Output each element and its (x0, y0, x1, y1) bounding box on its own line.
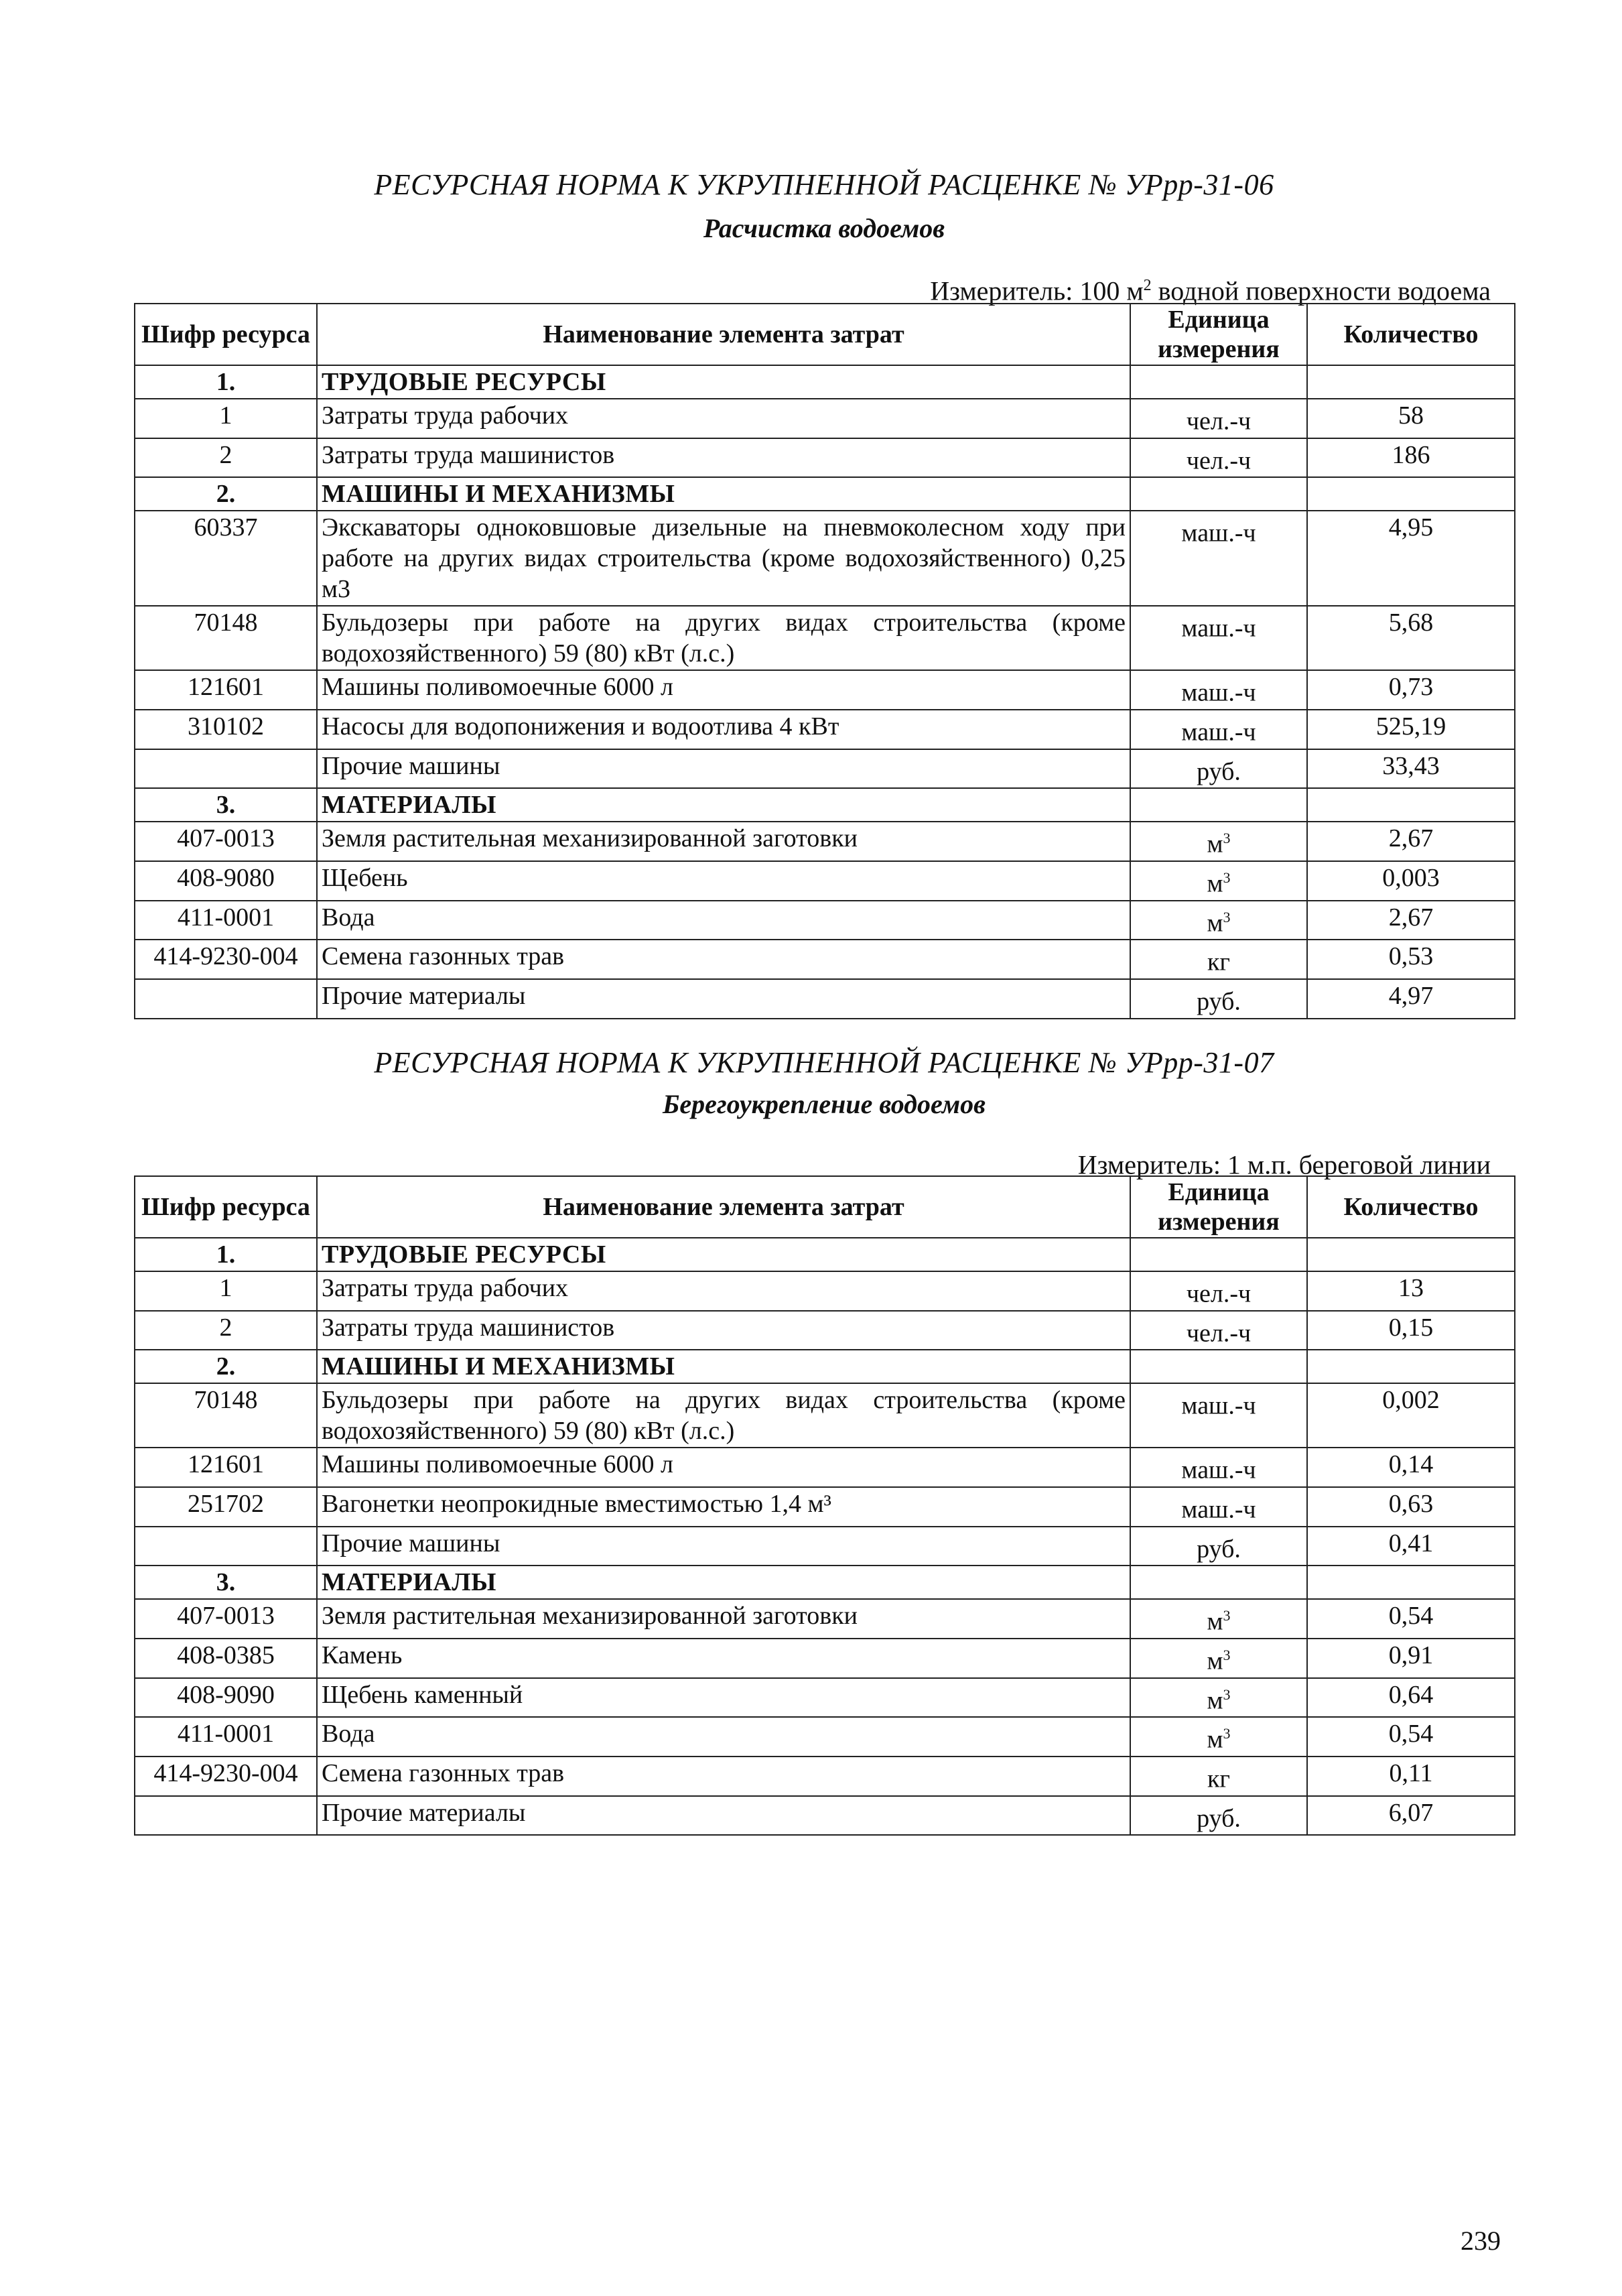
unit-superscript: 3 (1223, 1685, 1231, 1703)
cell-unit-text: маш.-ч (1181, 678, 1256, 707)
cell-unit (1130, 710, 1307, 749)
cell-qty-text: 0,41 (1388, 1529, 1434, 1557)
cell-unit (1130, 477, 1307, 511)
cell-qty (1307, 979, 1515, 1019)
cell-code-text: 408-9090 (177, 1680, 275, 1709)
cell-unit (1130, 1796, 1307, 1836)
cell-name-text: ТРУДОВЫЕ РЕСУРСЫ (322, 368, 606, 396)
cell-name-text: Щебень каменный (322, 1680, 523, 1709)
cell-name-text: МАШИНЫ И МЕХАНИЗМЫ (322, 1352, 675, 1381)
cell-code (135, 1271, 317, 1311)
cell-name (317, 1599, 1130, 1639)
cell-code (135, 1383, 317, 1448)
cell-name-text: МАТЕРИАЛЫ (322, 791, 496, 820)
table-row (135, 438, 1515, 478)
cell-qty (1307, 477, 1515, 511)
cell-unit (1130, 749, 1307, 789)
section-row (135, 1238, 1515, 1271)
cell-qty-text: 2,67 (1388, 824, 1434, 853)
cell-qty (1307, 1678, 1515, 1718)
cell-unit-text: руб. (1197, 987, 1241, 1016)
cell-unit-text: маш.-ч (1181, 1456, 1256, 1484)
cell-unit-text: чел.-ч (1186, 1279, 1252, 1308)
cell-name (317, 365, 1130, 399)
table-row (135, 1487, 1515, 1527)
cell-unit (1130, 365, 1307, 399)
cell-code (135, 670, 317, 710)
cell-name (317, 1311, 1130, 1350)
unit-superscript: 3 (1223, 908, 1231, 926)
cell-name-text: Прочие материалы (322, 981, 526, 1010)
cell-name (317, 1238, 1130, 1271)
cell-code-text: 408-9080 (177, 863, 275, 892)
cell-name (317, 901, 1130, 940)
cell-name (317, 477, 1130, 511)
cell-name (317, 1487, 1130, 1527)
cell-name-text: Прочие машины (322, 751, 500, 780)
norm-1-table (134, 303, 1515, 1019)
cell-code (135, 399, 317, 438)
cell-unit (1130, 1639, 1307, 1678)
cell-unit (1130, 1238, 1307, 1271)
cell-unit (1130, 399, 1307, 438)
cell-unit-text: маш.-ч (1181, 1495, 1256, 1524)
cell-unit-text: кг (1207, 1765, 1231, 1793)
table-header-row (135, 1176, 1515, 1238)
norm-2-table (134, 1175, 1515, 1836)
cell-code-text: 70148 (194, 1386, 258, 1415)
cell-code-text: 251702 (188, 1489, 264, 1518)
cell-code (135, 438, 317, 478)
table-row (135, 606, 1515, 670)
cell-name-text: Камень (322, 1641, 403, 1669)
cell-code-text: 2 (219, 440, 232, 469)
cell-code-text: 2. (216, 480, 236, 509)
cell-unit (1130, 1350, 1307, 1383)
cell-code-text: 3. (216, 1568, 236, 1597)
cell-unit (1130, 1487, 1307, 1527)
cell-code (135, 749, 317, 789)
cell-unit-text: м (1207, 1686, 1223, 1715)
cell-unit (1130, 822, 1307, 861)
cell-unit-text: чел.-ч (1186, 407, 1252, 436)
norm-1-measure (930, 269, 1491, 307)
table-row (135, 1448, 1515, 1487)
cell-name-text: Затраты труда машинистов (322, 440, 615, 469)
cell-name-text: ТРУДОВЫЕ РЕСУРСЫ (322, 1240, 606, 1269)
norm-2-subtitle: Берегоукрепление водоемов (662, 1089, 986, 1119)
cell-code-text: 2 (219, 1313, 232, 1342)
cell-unit (1130, 979, 1307, 1019)
unit-superscript: 3 (1223, 830, 1231, 847)
cell-name-text: Бульдозеры при работе на других видах строительства (кроме водохозяйственного) 59 (80) кВт (л.с.) (322, 1386, 1126, 1446)
measure-suffix: водной поверхности водоема (1151, 275, 1491, 306)
cell-unit (1130, 901, 1307, 940)
cell-qty (1307, 1383, 1515, 1448)
cell-qty-text: 6,07 (1388, 1798, 1434, 1827)
cell-name (317, 438, 1130, 478)
cell-qty-text: 5,68 (1388, 609, 1434, 637)
cell-name (317, 399, 1130, 438)
cell-qty (1307, 1350, 1515, 1383)
cell-code-text: 3. (216, 791, 236, 820)
cell-code-text: 310102 (188, 712, 264, 741)
section-row (135, 1566, 1515, 1599)
table-row (135, 861, 1515, 901)
cell-code-text: 121601 (188, 673, 264, 702)
cell-code (135, 861, 317, 901)
cell-qty-text: 0,54 (1388, 1602, 1434, 1631)
table-row (135, 511, 1515, 606)
cell-code (135, 822, 317, 861)
cell-unit-text: маш.-ч (1181, 718, 1256, 747)
cell-code-text: 70148 (194, 609, 258, 637)
cell-name (317, 940, 1130, 979)
section-row (135, 1350, 1515, 1383)
cell-unit (1130, 1527, 1307, 1566)
cell-code (135, 1678, 317, 1718)
cell-name (317, 606, 1130, 670)
cell-qty (1307, 670, 1515, 710)
cell-code (135, 1639, 317, 1678)
cell-name (317, 861, 1130, 901)
cell-qty (1307, 438, 1515, 478)
cell-qty-text: 0,73 (1388, 673, 1434, 702)
cell-unit-text: руб. (1197, 757, 1241, 786)
cell-unit-text: м (1207, 1607, 1223, 1636)
cell-code-text: 1. (216, 368, 236, 396)
cell-qty (1307, 399, 1515, 438)
cell-code (135, 901, 317, 940)
cell-name-text: Затраты труда рабочих (322, 401, 569, 430)
cell-name-text: Вагонетки неопрокидные вместимостью 1,4 м³ (322, 1489, 831, 1518)
cell-code-text: 407-0013 (177, 1602, 275, 1631)
cell-unit-text: кг (1207, 948, 1231, 976)
cell-unit (1130, 670, 1307, 710)
cell-qty-text: 186 (1392, 440, 1430, 469)
cell-qty-text: 33,43 (1382, 751, 1440, 780)
cell-name (317, 1383, 1130, 1448)
cell-qty (1307, 365, 1515, 399)
cell-name-text: Вода (322, 1720, 375, 1748)
header-qty: Количество (1307, 304, 1515, 365)
cell-unit-text: маш.-ч (1181, 519, 1256, 548)
table-row (135, 1639, 1515, 1678)
cell-qty-text: 13 (1398, 1274, 1424, 1302)
cell-code (135, 1448, 317, 1487)
table-row (135, 1311, 1515, 1350)
table-row (135, 710, 1515, 749)
cell-code-text: 411-0001 (177, 1720, 275, 1748)
cell-qty-text: 0,64 (1388, 1680, 1434, 1709)
cell-qty-text: 4,95 (1388, 513, 1434, 542)
cell-name (317, 1271, 1130, 1311)
cell-name-text: Машины поливомоечные 6000 л (322, 673, 673, 702)
cell-qty-text: 0,54 (1388, 1720, 1434, 1748)
cell-name (317, 710, 1130, 749)
table-row (135, 1383, 1515, 1448)
cell-unit (1130, 1448, 1307, 1487)
header-unit: Единица измерения (1130, 1176, 1307, 1238)
cell-name-text: МАШИНЫ И МЕХАНИЗМЫ (322, 480, 675, 509)
table-row (135, 822, 1515, 861)
cell-name-text: Прочие машины (322, 1529, 500, 1557)
unit-superscript: 3 (1223, 1646, 1231, 1663)
table-row (135, 1678, 1515, 1718)
table-row (135, 399, 1515, 438)
cell-unit-text: м (1207, 830, 1223, 858)
table-row (135, 749, 1515, 789)
table-header-row (135, 304, 1515, 365)
section-row (135, 788, 1515, 822)
cell-qty-text: 0,15 (1388, 1313, 1434, 1342)
section-row (135, 477, 1515, 511)
measure-sup: 2 (1143, 277, 1152, 294)
norm-2-table-body (135, 1238, 1515, 1835)
header-code: Шифр ресурса (135, 1176, 317, 1238)
cell-qty (1307, 901, 1515, 940)
cell-qty (1307, 1448, 1515, 1487)
cell-qty-text: 4,97 (1388, 981, 1434, 1010)
header-name: Наименование элемента затрат (317, 1176, 1130, 1238)
cell-qty-text: 0,53 (1388, 942, 1434, 971)
cell-unit-text: м (1207, 1725, 1223, 1754)
cell-unit (1130, 1383, 1307, 1448)
cell-code (135, 365, 317, 399)
cell-unit (1130, 1311, 1307, 1350)
cell-unit (1130, 861, 1307, 901)
measure-prefix: Измеритель: 100 м (930, 275, 1144, 306)
cell-unit (1130, 1271, 1307, 1311)
cell-name (317, 788, 1130, 822)
cell-code (135, 477, 317, 511)
cell-qty (1307, 1757, 1515, 1796)
cell-unit-text: руб. (1197, 1535, 1241, 1564)
cell-unit-text: чел.-ч (1186, 1319, 1252, 1348)
cell-qty (1307, 940, 1515, 979)
cell-name-text: Щебень (322, 863, 408, 892)
cell-qty (1307, 1566, 1515, 1599)
cell-unit (1130, 511, 1307, 606)
cell-name (317, 1757, 1130, 1796)
norm-1-title: РЕСУРСНАЯ НОРМА К УКРУПНЕННОЙ РАСЦЕНКЕ № УРрр-31-06 (374, 168, 1274, 201)
cell-code (135, 1757, 317, 1796)
section-row (135, 365, 1515, 399)
cell-qty (1307, 1311, 1515, 1350)
table-row (135, 979, 1515, 1019)
cell-code (135, 1599, 317, 1639)
cell-name-text: Насосы для водопонижения и водоотлива 4 кВт (322, 712, 839, 741)
cell-name-text: Земля растительная механизированной заготовки (322, 824, 858, 853)
cell-code-text: 2. (216, 1352, 236, 1381)
cell-name (317, 822, 1130, 861)
table-row (135, 1796, 1515, 1836)
cell-code-text: 121601 (188, 1450, 264, 1479)
page-number: 239 (1461, 2226, 1501, 2256)
cell-qty (1307, 606, 1515, 670)
table-row (135, 1527, 1515, 1566)
cell-name (317, 1796, 1130, 1836)
cell-unit (1130, 606, 1307, 670)
cell-code (135, 1796, 317, 1836)
cell-unit-text: м (1207, 869, 1223, 898)
cell-name (317, 1717, 1130, 1757)
cell-qty (1307, 1238, 1515, 1271)
norm-1-table-body (135, 365, 1515, 1019)
cell-name (317, 1527, 1130, 1566)
cell-name-text: Семена газонных трав (322, 942, 565, 971)
cell-code-text: 1. (216, 1240, 236, 1269)
cell-code-text: 414-9230-004 (153, 942, 298, 971)
cell-qty-text: 0,14 (1388, 1450, 1434, 1479)
cell-unit (1130, 1599, 1307, 1639)
cell-name (317, 670, 1130, 710)
cell-name (317, 1678, 1130, 1718)
table-row (135, 1757, 1515, 1796)
cell-unit (1130, 1717, 1307, 1757)
cell-qty (1307, 788, 1515, 822)
unit-superscript: 3 (1223, 1607, 1231, 1624)
cell-name-text: Семена газонных трав (322, 1759, 565, 1787)
cell-qty (1307, 749, 1515, 789)
unit-superscript: 3 (1223, 1725, 1231, 1742)
cell-qty (1307, 1527, 1515, 1566)
cell-name (317, 749, 1130, 789)
cell-unit-text: м (1207, 1647, 1223, 1675)
table-row (135, 940, 1515, 979)
cell-name (317, 511, 1130, 606)
cell-unit-text: маш.-ч (1181, 1391, 1256, 1420)
cell-code-text: 1 (219, 401, 232, 430)
cell-code-text: 1 (219, 1274, 232, 1302)
table-row (135, 1271, 1515, 1311)
header-unit: Единица измерения (1130, 304, 1307, 365)
cell-code-text: 411-0001 (177, 903, 275, 932)
cell-name-text: Вода (322, 903, 375, 932)
cell-unit (1130, 940, 1307, 979)
cell-name (317, 1350, 1130, 1383)
table-row (135, 901, 1515, 940)
cell-unit-text: маш.-ч (1181, 614, 1256, 643)
cell-name-text: Машины поливомоечные 6000 л (322, 1450, 673, 1479)
header-name: Наименование элемента затрат (317, 304, 1130, 365)
norm-1-subtitle: Расчистка водоемов (703, 213, 945, 243)
cell-unit (1130, 1678, 1307, 1718)
cell-qty (1307, 1639, 1515, 1678)
cell-name (317, 1448, 1130, 1487)
cell-qty-text: 0,63 (1388, 1489, 1434, 1518)
cell-code (135, 1566, 317, 1599)
cell-name (317, 1566, 1130, 1599)
cell-name (317, 979, 1130, 1019)
cell-unit-text: руб. (1197, 1804, 1241, 1833)
measure-prefix: Измеритель: 1 м.п. береговой линии (1077, 1149, 1491, 1180)
cell-name-text: Земля растительная механизированной заготовки (322, 1602, 858, 1631)
cell-qty-text: 0,11 (1389, 1759, 1433, 1787)
cell-code (135, 511, 317, 606)
cell-code-text: 414-9230-004 (153, 1759, 298, 1787)
cell-unit-text: чел.-ч (1186, 446, 1252, 475)
header-qty: Количество (1307, 1176, 1515, 1238)
cell-code (135, 1527, 317, 1566)
cell-qty-text: 0,91 (1388, 1641, 1434, 1669)
cell-unit (1130, 438, 1307, 478)
cell-qty-text: 58 (1398, 401, 1424, 430)
cell-code (135, 788, 317, 822)
cell-qty (1307, 822, 1515, 861)
cell-code (135, 606, 317, 670)
cell-code (135, 940, 317, 979)
cell-name-text: Экскаваторы одноковшовые дизельные на пневмоколесном ходу при работе на других видах строительства (кроме водохозяйственного) 0,25 м3 (322, 513, 1126, 604)
cell-qty (1307, 861, 1515, 901)
cell-name-text: Затраты труда рабочих (322, 1274, 569, 1302)
cell-unit-text: м (1207, 909, 1223, 938)
cell-code (135, 1487, 317, 1527)
cell-code-text: 407-0013 (177, 824, 275, 853)
unit-superscript: 3 (1223, 869, 1231, 886)
cell-qty-text: 2,67 (1388, 903, 1434, 932)
cell-qty (1307, 1717, 1515, 1757)
cell-code (135, 710, 317, 749)
cell-code-text: 408-0385 (177, 1641, 275, 1669)
cell-qty-text: 0,003 (1382, 863, 1440, 892)
cell-qty-text: 525,19 (1375, 712, 1446, 741)
cell-qty (1307, 511, 1515, 606)
cell-qty (1307, 1487, 1515, 1527)
cell-code (135, 1350, 317, 1383)
cell-unit (1130, 1757, 1307, 1796)
cell-code-text: 60337 (194, 513, 258, 542)
cell-code (135, 1311, 317, 1350)
cell-qty (1307, 1796, 1515, 1836)
cell-name-text: МАТЕРИАЛЫ (322, 1568, 496, 1597)
table-row (135, 1599, 1515, 1639)
cell-name-text: Бульдозеры при работе на других видах строительства (кроме водохозяйственного) 59 (80) кВт (л.с.) (322, 609, 1126, 668)
cell-code (135, 1238, 317, 1271)
cell-qty-text: 0,002 (1382, 1386, 1440, 1415)
cell-qty (1307, 1271, 1515, 1311)
cell-unit (1130, 1566, 1307, 1599)
cell-name (317, 1639, 1130, 1678)
norm-2-title: РЕСУРСНАЯ НОРМА К УКРУПНЕННОЙ РАСЦЕНКЕ № УРрр-31-07 (374, 1046, 1274, 1079)
cell-code (135, 1717, 317, 1757)
cell-qty (1307, 710, 1515, 749)
header-code: Шифр ресурса (135, 304, 317, 365)
table-row (135, 1717, 1515, 1757)
cell-code (135, 979, 317, 1019)
cell-name-text: Прочие материалы (322, 1798, 526, 1827)
table-row (135, 670, 1515, 710)
cell-qty (1307, 1599, 1515, 1639)
cell-name-text: Затраты труда машинистов (322, 1313, 615, 1342)
cell-unit (1130, 788, 1307, 822)
